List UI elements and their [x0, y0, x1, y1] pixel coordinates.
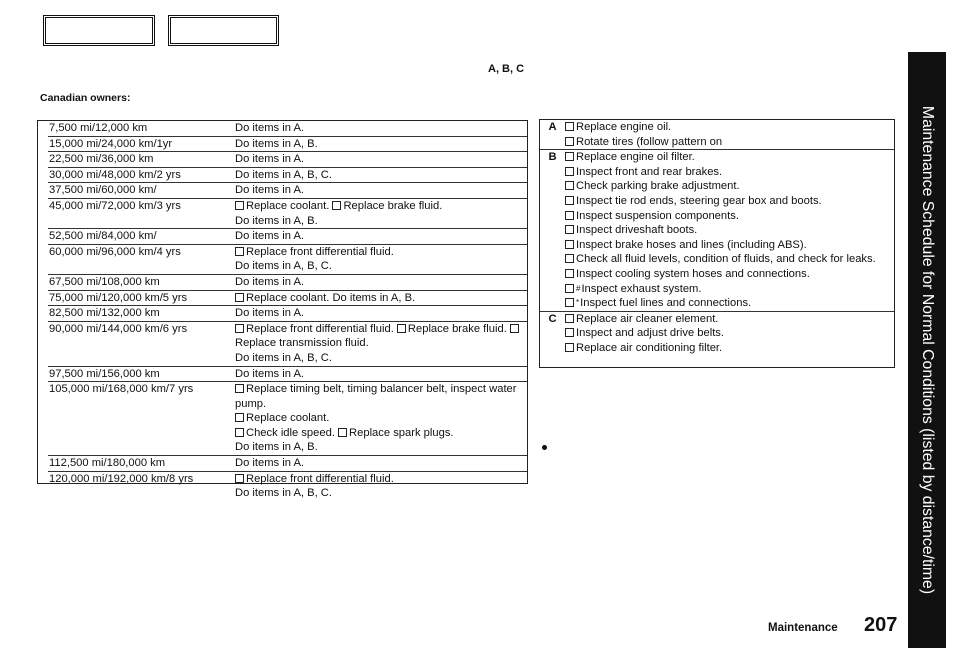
action-cell	[235, 199, 527, 228]
maintenance-item	[565, 150, 890, 165]
action-line	[235, 121, 521, 136]
item-text: Inspect and adjust drive belts.	[576, 327, 725, 340]
action-cell	[235, 152, 527, 167]
interval-cell: 105,000 mi/168,000 km/7 yrs	[49, 383, 194, 396]
checkbox-icon	[332, 201, 341, 210]
checkbox-icon	[235, 384, 244, 393]
action-text: Do items in A, B, C.	[235, 168, 332, 181]
item-text: Inspect brake hoses and lines (including ABS).	[576, 238, 807, 251]
action-line	[235, 168, 521, 183]
action-line	[235, 275, 521, 290]
item-text: Inspect fuel lines and connections.	[580, 297, 752, 310]
item-text: Replace air conditioning filter.	[576, 341, 723, 354]
action-text: Replace timing belt, timing balancer belt, inspect water pump.	[235, 383, 517, 410]
action-line	[235, 367, 521, 382]
checkbox-icon	[565, 314, 574, 323]
checkbox-icon	[565, 167, 574, 176]
item-list	[565, 312, 894, 356]
schedule-row	[48, 456, 527, 472]
interval-cell: 15,000 mi/24,000 km/1yr	[49, 137, 173, 150]
action-line	[235, 382, 521, 411]
interval-cell: 82,500 mi/132,000 km	[49, 307, 160, 320]
action-text: Do items in A.	[235, 457, 305, 470]
action-text: Do items in A, B, C.	[235, 487, 332, 500]
action-text: Do items in A.	[235, 275, 305, 288]
group-label: C	[548, 312, 557, 325]
checkbox-icon	[565, 328, 574, 337]
checkbox-icon	[565, 254, 574, 263]
action-line	[235, 306, 521, 321]
checkbox-icon	[565, 196, 574, 205]
checkbox-icon	[235, 247, 244, 256]
schedule-row	[48, 183, 527, 199]
item-text: Inspect exhaust system.	[581, 282, 702, 295]
action-text: Do items in A.	[235, 122, 305, 134]
action-line	[235, 426, 521, 441]
action-text: Replace coolant. Do items in A, B.	[246, 291, 416, 304]
action-line	[235, 152, 521, 167]
action-line	[235, 411, 521, 426]
checkbox-icon	[397, 324, 406, 333]
action-text: Replace transmission fluid.	[235, 337, 369, 350]
checkbox-icon	[235, 428, 244, 437]
interval-cell: 45,000 mi/72,000 km/3 yrs	[49, 199, 181, 212]
action-line	[235, 229, 521, 244]
schedule-row	[48, 382, 527, 456]
checkbox-icon	[235, 201, 244, 210]
interval-cell: 52,500 mi/84,000 km/	[49, 230, 157, 243]
action-cell	[235, 322, 527, 366]
maintenance-item	[565, 341, 890, 356]
item-mark: #	[576, 283, 581, 293]
action-line	[235, 259, 521, 274]
action-cell	[235, 229, 527, 244]
maintenance-item	[565, 326, 890, 341]
maintenance-items-table	[539, 119, 895, 368]
checkbox-icon	[235, 413, 244, 422]
item-text: Inspect driveshaft boots.	[576, 224, 698, 237]
maintenance-item	[565, 282, 890, 297]
schedule-row	[48, 168, 527, 184]
blank-box-left	[43, 15, 155, 46]
action-line	[235, 456, 521, 471]
schedule-row	[48, 121, 527, 137]
action-text: Do items in A, B.	[235, 441, 318, 454]
interval-cell: 30,000 mi/48,000 km/2 yrs	[49, 168, 181, 181]
interval-cell: 67,500 mi/108,000 km	[49, 275, 160, 288]
item-group	[540, 120, 894, 150]
interval-cell: 60,000 mi/96,000 km/4 yrs	[49, 245, 181, 258]
action-cell	[235, 245, 527, 274]
item-text: Replace engine oil filter.	[576, 151, 695, 164]
group-label: B	[548, 151, 557, 164]
footer-section-title: Maintenance	[768, 622, 838, 634]
action-line	[235, 486, 521, 501]
interval-cell: 22,500 mi/36,000 km	[49, 153, 154, 166]
action-text: Replace front differential fluid.	[246, 472, 394, 485]
schedule-row	[48, 137, 527, 153]
abc-heading: A, B, C	[488, 63, 525, 75]
interval-cell: 7,500 mi/12,000 km	[49, 122, 148, 134]
group-label: A	[548, 121, 557, 133]
item-mark: *	[576, 298, 580, 308]
interval-cell: 37,500 mi/60,000 km/	[49, 184, 157, 197]
checkbox-icon	[235, 474, 244, 483]
blank-box-right	[168, 15, 279, 46]
item-text: Inspect tie rod ends, steering gear box and boots.	[576, 194, 822, 207]
item-text: Check parking brake adjustment.	[576, 180, 740, 193]
action-cell	[235, 275, 527, 290]
maintenance-item	[565, 238, 890, 253]
schedule-row	[48, 367, 527, 383]
maintenance-item	[565, 194, 890, 209]
action-line	[235, 351, 521, 366]
item-text: Inspect cooling system hoses and connections.	[576, 267, 810, 280]
action-text: Do items in A.	[235, 153, 305, 166]
action-line	[235, 322, 521, 351]
schedule-row	[48, 472, 527, 501]
action-line	[235, 214, 521, 229]
action-text: Do items in A.	[235, 367, 305, 380]
checkbox-icon	[565, 122, 574, 131]
bullet-icon	[542, 445, 547, 450]
section-side-tab	[908, 52, 946, 648]
action-text: Do items in A.	[235, 307, 305, 320]
side-tab-title: Maintenance Schedule for Normal Conditions (listed by distance/time)	[919, 105, 936, 595]
item-text: Check all fluid levels, condition of fluids, and check for leaks.	[576, 253, 876, 266]
action-line	[235, 291, 521, 306]
schedule-row	[48, 245, 527, 275]
schedule-row	[48, 199, 527, 229]
checkbox-icon	[565, 298, 574, 307]
maintenance-item	[565, 135, 890, 150]
action-line	[235, 472, 521, 487]
checkbox-icon	[565, 284, 574, 293]
item-text: Replace air cleaner element.	[576, 312, 719, 325]
action-text: Do items in A, B.	[235, 214, 318, 227]
schedule-row	[48, 275, 527, 291]
maintenance-item	[565, 179, 890, 194]
checkbox-icon	[565, 343, 574, 352]
action-cell	[235, 472, 527, 501]
item-list	[565, 150, 894, 311]
item-text: Inspect front and rear brakes.	[576, 165, 723, 178]
action-text: Replace front differential fluid.	[246, 322, 397, 335]
action-text: Do items in A.	[235, 184, 305, 197]
action-cell	[235, 168, 527, 183]
action-text: Do items in A, B.	[235, 137, 318, 150]
interval-cell: 90,000 mi/144,000 km/6 yrs	[49, 322, 188, 335]
action-text: Replace coolant.	[246, 412, 330, 425]
action-text: Replace brake fluid.	[343, 199, 443, 212]
maintenance-item	[565, 296, 890, 311]
action-text: Check idle speed.	[246, 426, 339, 439]
checkbox-icon	[235, 293, 244, 302]
schedule-table	[37, 120, 528, 500]
action-line	[235, 199, 521, 214]
item-text: Rotate tires (follow pattern on	[576, 135, 723, 148]
action-cell	[235, 382, 527, 455]
action-cell	[235, 306, 527, 321]
checkbox-icon	[565, 240, 574, 249]
item-group	[540, 150, 894, 312]
action-cell	[235, 456, 527, 471]
action-text: Replace front differential fluid.	[246, 245, 394, 258]
maintenance-item	[565, 312, 890, 327]
action-cell	[235, 183, 527, 198]
maintenance-item	[565, 209, 890, 224]
maintenance-item	[565, 267, 890, 282]
action-text: Do items in A, B, C.	[235, 351, 332, 364]
schedule-row	[48, 229, 527, 245]
item-text: Inspect suspension components.	[576, 209, 739, 222]
action-cell	[235, 137, 527, 152]
action-cell	[235, 367, 527, 382]
maintenance-item	[565, 165, 890, 180]
action-text: Replace brake fluid.	[407, 322, 510, 335]
schedule-row	[48, 152, 527, 168]
item-group	[540, 312, 894, 356]
page-number: 207	[864, 614, 898, 636]
checkbox-icon	[338, 428, 347, 437]
action-line	[235, 440, 521, 455]
item-list	[565, 120, 894, 149]
schedule-row	[48, 306, 527, 322]
interval-cell: 97,500 mi/156,000 km	[49, 367, 160, 380]
maintenance-item	[565, 223, 890, 238]
checkbox-icon	[510, 324, 519, 333]
action-line	[235, 183, 521, 198]
maintenance-item	[565, 120, 890, 135]
checkbox-icon	[565, 211, 574, 220]
maintenance-item	[565, 252, 890, 267]
checkbox-icon	[565, 152, 574, 161]
interval-cell: 75,000 mi/120,000 km/5 yrs	[49, 291, 188, 304]
action-line	[235, 137, 521, 152]
action-cell	[235, 291, 527, 306]
checkbox-icon	[565, 137, 574, 146]
checkbox-icon	[565, 269, 574, 278]
checkbox-icon	[235, 324, 244, 333]
checkbox-icon	[565, 225, 574, 234]
interval-cell: 120,000 mi/192,000 km/8 yrs	[49, 472, 194, 485]
schedule-row	[48, 291, 527, 307]
action-line	[235, 245, 521, 260]
action-text: Replace spark plugs.	[349, 426, 454, 439]
canadian-owners-heading: Canadian owners:	[40, 92, 131, 104]
schedule-row	[48, 322, 527, 367]
interval-cell: 112,500 mi/180,000 km	[49, 457, 166, 470]
item-text: Replace engine oil.	[576, 121, 672, 133]
action-cell	[235, 121, 527, 136]
action-text: Do items in A.	[235, 230, 305, 243]
action-text: Replace coolant.	[246, 199, 333, 212]
action-text: Do items in A, B, C.	[235, 260, 332, 273]
checkbox-icon	[565, 181, 574, 190]
